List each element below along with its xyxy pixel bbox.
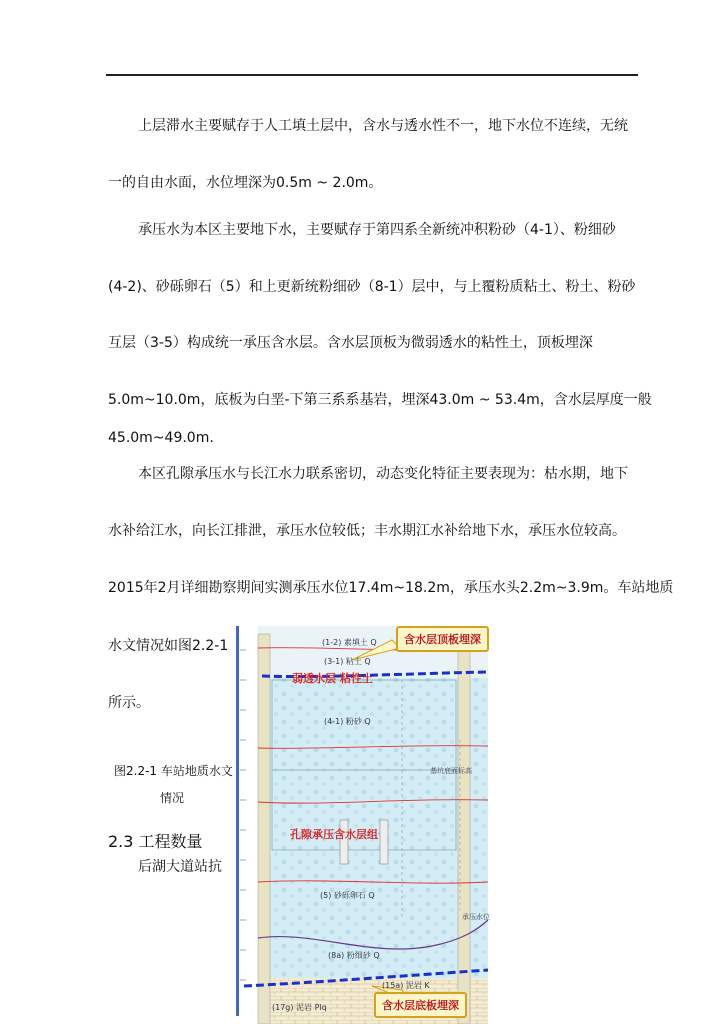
para3-line2: 水补给江水，向长江排泄，承压水位较低；丰水期江水补给地下水，承压水位较高。 (108, 523, 626, 539)
scale-ticks (240, 650, 246, 980)
para2-line5: 45.0m~49.0m. (108, 430, 214, 446)
layer-label-1: (1-2) 素填土 Q (322, 638, 377, 647)
aquifer-group-label: 孔隙承压含水层组 (290, 828, 378, 841)
layer-label-7: (15a) 泥岩 K (382, 981, 430, 990)
para1-line1: 上层滞水主要赋存于人工填土层中，含水与透水性不一，地下水位不连续，无统 (138, 118, 628, 134)
para2-line3: 互层（3-5）构成统一承压含水层。含水层顶板为微弱透水的粘性土，顶板埋深 (108, 335, 593, 351)
para2-line4: 5.0m~10.0m，底板为白垩-下第三系系基岩，埋深43.0m ~ 53.4m，含水层厚度一般 (108, 392, 652, 408)
layer-label-4: (5) 砂砾卵石 Q (320, 891, 375, 900)
side-label-1: 基坑底面标高 (430, 767, 472, 775)
para3-line1: 本区孔隙承压水与长江水力联系密切，动态变化特征主要表现为：枯水期，地下 (138, 466, 628, 482)
column-2 (380, 820, 388, 864)
header-rule (106, 74, 638, 76)
top-boundary-label: 含水层顶板埋深 (396, 626, 489, 652)
figure-caption-line2: 情况 (160, 791, 185, 805)
para1-line2: 一的自由水面，水位埋深为0.5m ~ 2.0m。 (108, 175, 383, 191)
layer-label-2: (3-1) 粘土 Q (324, 657, 371, 666)
bottom-boundary-label: 含水层底板埋深 (374, 992, 467, 1018)
scale-bar (236, 626, 239, 1016)
para3-line5: 所示。 (108, 695, 150, 711)
para3-line4: 水文情况如图2.2-1 (108, 638, 229, 654)
layer-label-3: (4-1) 粉砂 Q (324, 717, 371, 726)
layer-label-6: (17g) 泥岩 Plq (272, 1003, 327, 1012)
geology-figure (232, 620, 504, 1024)
para2-line1: 承压水为本区主要地下水，主要赋存于第四系全新统冲积粉砂（4-1）、粉细砂 (138, 222, 616, 238)
weak-layer-label: 弱透水层 粘性土 (292, 672, 373, 685)
right-wall (458, 634, 470, 1024)
section-text: 后湖大道站抗 (138, 859, 222, 875)
figure-caption-line1: 图2.2-1 车站地质水文 (114, 764, 233, 778)
section-heading: 2.3 工程数量 (108, 832, 203, 851)
side-label-2: 承压水位 (462, 913, 490, 921)
left-wall (258, 634, 270, 1024)
layer-label-5: (8a) 粉细砂 Q (328, 951, 380, 960)
para2-line2: (4-2)、砂砾卵石（5）和上更新统粉细砂（8-1）层中，与上覆粉质粘土、粉土、粉砂 (108, 279, 636, 295)
para3-line3: 2015年2月详细勘察期间实测承压水位17.4m~18.2m，承压水头2.2m~3.9m。车站地质 (108, 580, 674, 596)
